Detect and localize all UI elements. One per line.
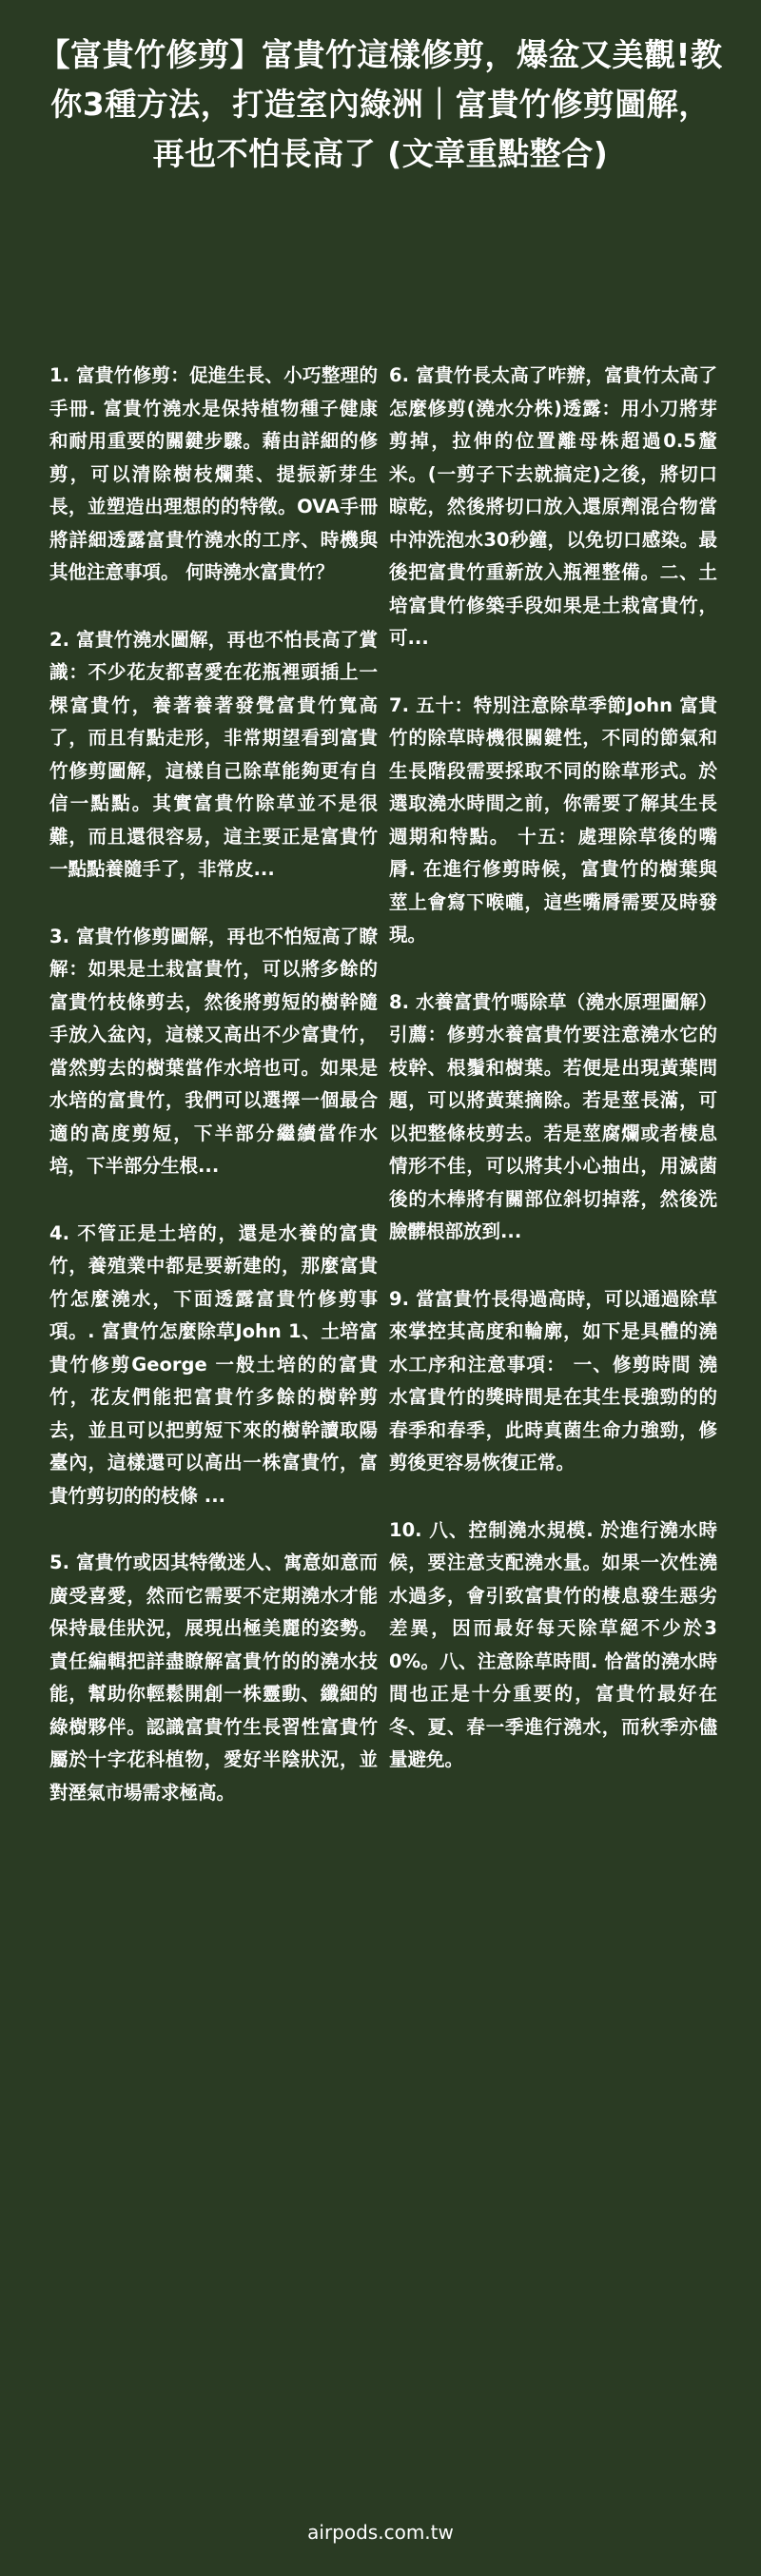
page-title: 【富貴竹修剪】富貴竹這樣修剪，爆盆又美觀!教你3種方法，打造室內綠洲｜富貴竹修剪圖解，再也不怕長高了 (文章重點整合) <box>38 36 723 172</box>
summary-item-9: 9. 當富貴竹長得過高時，可以通過除草來掌控其高度和輪廓，如下是具體的澆水工序和注意事項： 一、修剪時間 澆水富貴竹的獎時間是在其生長強勁的的春季和春季，此時真菌生命力強勁，修剪後更容易恢復正常。 <box>389 1287 717 1473</box>
summary-item-1: 1. 富貴竹修剪：促進生長、小巧整理的手冊. 富貴竹澆水是保持植物種子健康和耐用重要的關鍵步驟。藉由詳細的修剪，可以清除樹枝爛葉、提振新芽生長，並塑造出理想的的特徵。OVA手冊將詳細透露富貴竹澆水的工序、時機與其他注意事項。 何時澆水富貴竹？ <box>49 364 378 583</box>
summary-item-4: 4. 不管正是土培的，還是水養的富貴竹，養殖業中都是要新建的，那麼富貴竹怎麼澆水，下面透露富貴竹修剪事項。. 富貴竹怎麼除草John 1、土培富貴竹修剪George 一般土培的的富貴竹，花友們能把富貴竹多餘的樹幹剪去，並且可以把剪短下來的樹幹讀取陽臺內，這樣還可以高出一株富貴竹，富貴竹剪切的的枝條 ... <box>49 1221 378 1507</box>
summary-item-6: 6. 富貴竹長太高了咋辦，富貴竹太高了怎麼修剪(澆水分株)透露：用小刀將芽剪掉，拉伸的位置離母株超過0.5釐米。(一剪子下去就搞定)之後，將切口晾乾，然後將切口放入還原劑混合物當中沖洗泡水30秒鐘，以免切口感染。最後把富貴竹重新放入瓶裡整備。二、土培富貴竹修築手段如果是土栽富貴竹，可... <box>389 364 717 649</box>
summary-item-8: 8. 水養富貴竹嗎除草（澆水原理圖解）引薦：修剪水養富貴竹要注意澆水它的枝幹、根鬚和樹葉。若便是出現黃葉問題，可以將黃葉摘除。若是莖長滿，可以把整條枝剪去。若是莖腐爛或者棲息情形不佳，可以將其小心抽出，用滅菌後的木棒將有關部位斜切掉落，然後洗臉髒根部放到... <box>389 990 717 1242</box>
right-column <box>389 360 717 1811</box>
summary-item-5: 5. 富貴竹或因其特徵迷人、寓意如意而廣受喜愛，然而它需要不定期澆水才能保持最佳狀況，展現出極美麗的姿勢。責任編輯把詳盡瞭解富貴竹的的澆水技能，幫助你輕鬆開創一株靈動、纖細的綠樹夥伴。認識富貴竹生長習性富貴竹屬於十字花科植物，愛好半陰狀況，並對溼氣市場需求極高。 <box>49 1551 378 1804</box>
summary-item-2: 2. 富貴竹澆水圖解，再也不怕長高了賞識：不少花友都喜愛在花瓶裡頭插上一棵富貴竹，養著養著發覺富貴竹寬高了，而且有點走形，非常期望看到富貴竹修剪圖解，這樣自己除草能夠更有自信一點點。其實富貴竹除草並不是很難，而且還很容易，這主要正是富貴竹一點點養隨手了，非常皮... <box>49 628 378 880</box>
summary-item-3: 3. 富貴竹修剪圖解，再也不怕短高了瞭解：如果是土栽富貴竹，可以將多餘的富貴竹枝條剪去，然後將剪短的樹幹隨手放入盆內，這樣又高出不少富貴竹，當然剪去的樹葉當作水培也可。如果是水培的富貴竹，我們可以選擇一個最合適的高度剪短，下半部分繼續當作水培，下半部分生根... <box>49 925 378 1177</box>
summary-item-10: 10. 八、控制澆水規模. 於進行澆水時候，要注意支配澆水量。如果一次性澆水過多，會引致富貴竹的棲息發生惡劣差異，因而最好每天除草絕不少於30%。八、注意除草時間. 恰當的澆水時間也正是十分重要的，富貴竹最好在冬、夏、春一季進行澆水，而秋季亦儘量避免。 <box>389 1518 717 1770</box>
left-column <box>49 360 378 1844</box>
site-footer-url: airpods.com.tw <box>307 2521 454 2544</box>
summary-item-7: 7. 五十：特別注意除草季節John 富貴竹的除草時機很關鍵性，不同的節氣和生長階段需要採取不同的除草形式。於選取澆水時間之前，你需要了解其生長週期和特點。 十五：處理除草後的嘴脣. 在進行修剪時候，富貴竹的樹葉與莖上會寫下喉嚨，這些嘴脣需要及時發現。 <box>389 693 717 946</box>
